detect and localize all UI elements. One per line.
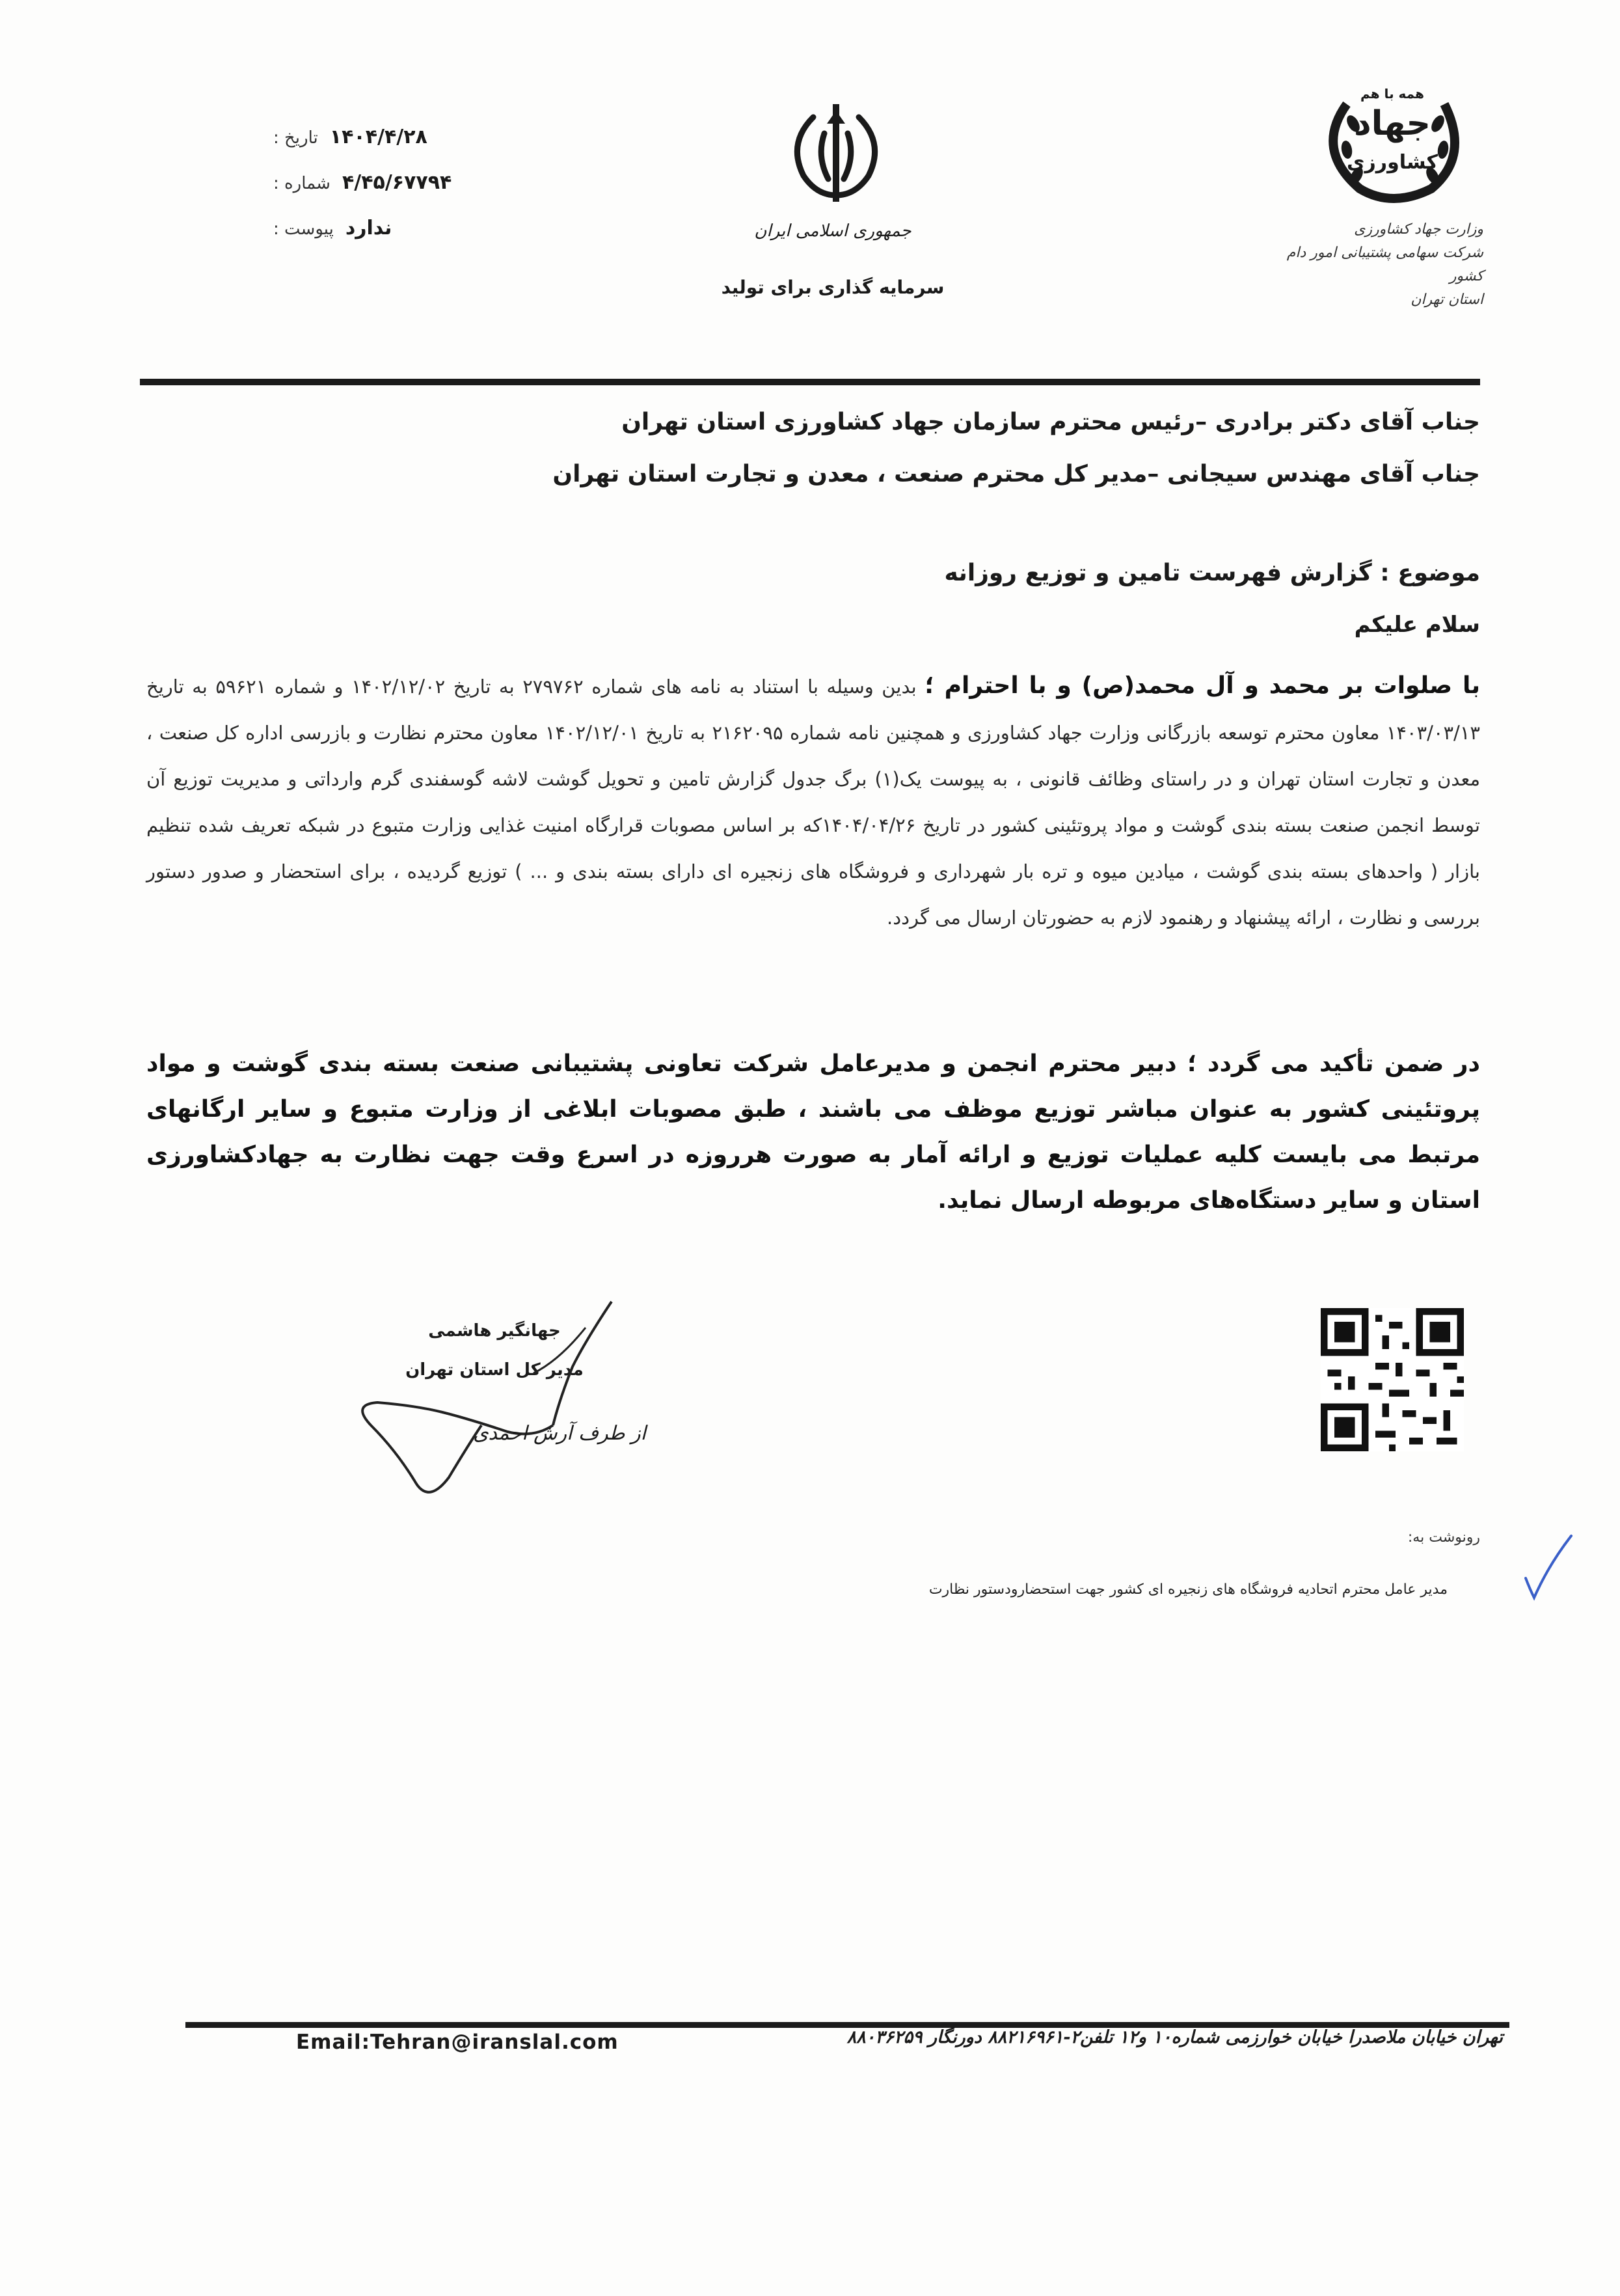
attachment-value: ندارد	[345, 217, 392, 239]
signer-title: مدیر کل استان تهران	[405, 1360, 584, 1380]
footer-address: تهران خیابان ملاصدرا خیابان خوارزمی شماره۱۰ و۱۲ تلفن۲-۸۸۲۱۶۹۶۱ دورنگار ۸۸۰۳۶۲۵۹	[846, 2027, 1503, 2047]
subject-line: موضوع : گزارش فهرست تامین و توزیع روزانه	[944, 560, 1480, 586]
qr-code-icon[interactable]	[1321, 1308, 1464, 1451]
greeting: سلام علیکم	[1354, 612, 1480, 638]
footer-email[interactable]: Email:Tehran@iranslal.com	[296, 2030, 619, 2054]
checkmark-icon	[1522, 1533, 1574, 1604]
org-line-ministry: وزارت جهاد کشاورزی	[1354, 221, 1483, 238]
header-divider	[140, 379, 1480, 385]
national-emblem-icon	[777, 98, 895, 221]
emblem-caption: جمهوری اسلامی ایران	[754, 221, 911, 241]
org-line-province: استان تهران	[1411, 292, 1483, 308]
organization-lines	[1269, 218, 1483, 312]
date-row	[273, 126, 533, 148]
addressee-1: جناب آقای دکتر برادری –رئیس محترم سازمان جهاد کشاورزی استان تهران	[621, 409, 1480, 435]
addressee-2: جناب آقای مهندس سیجانی –مدیر کل محترم صنعت ، معدن و تجارت استان تهران	[552, 461, 1480, 487]
number-row	[273, 171, 533, 194]
logo-top-text: همه با هم	[1360, 86, 1424, 102]
motto: سرمایه گذاری برای تولید	[721, 277, 945, 298]
logo-main-text: جهاد	[1353, 104, 1431, 143]
signature-handwritten-note: از طرف آرش احمدی	[473, 1422, 646, 1445]
cc-title: رونوشت به:	[1407, 1529, 1480, 1546]
body-opening: با صلوات بر محمد و آل محمد(ص) و با احترام ؛	[925, 672, 1480, 699]
attachment-row	[273, 217, 533, 239]
body-text: بدین وسیله با استناد به نامه های شماره ۲۷۹۷۶۲ به تاریخ ۱۴۰۲/۱۲/۰۲ و شماره ۵۹۶۲۱ به تاریخ ۱۴۰۳/۰۳/۱۳ معاون محترم توسعه بازرگانی وزارت جهاد کشاورزی و همچنین نامه شماره ۲۱۶۲۰۹۵ به تاریخ ۱۴۰۲/۱۲/۰۱ معاون محترم نظارت و بازرسی اداره کل صنعت ، معدن و تجارت استان تهران و در راستای وظائف قانونی ، به پیوست یک(۱) برگ جدول گزارش تامین و تحویل گوشت لاشه گوسفندی گرم وارداتی و مدیریت توزیع آن توسط انجمن صنعت بسته بندی گوشت و مواد پروتئینی کشور در تاریخ ۱۴۰۴/۰۴/۲۶که بر اساس مصوبات قرارگاه امنیت غذایی وزارت متبوع در شبکه تعریف شده تنظیم بازار ( واحدهای بسته بندی گوشت ، میادین میوه و تره بار شهرداری و فروشگاه های زنجیره ای دارای بسته بندی و ... ) توزیع گردیده ، برای استحضار و صدور دستور بررسی و نظارت ، ارائه پیشنهاد و رهنمود لازم به حضورتان ارسال می گردد.	[146, 676, 1480, 929]
body-paragraph	[146, 663, 1480, 941]
number-label: شماره :	[273, 174, 331, 193]
date-value: ۱۴۰۴/۴/۲۸	[329, 126, 427, 148]
date-label: تاریخ :	[273, 128, 318, 148]
number-value: ۴/۴۵/۶۷۷۹۴	[342, 171, 452, 194]
attachment-label: پیوست :	[273, 219, 334, 239]
emphasis-paragraph: در ضمن تأکید می گردد ؛ دبیر محترم انجمن و مدیرعامل شرکت تعاونی پشتیبانی صنعت بسته بندی گوشت و مواد پروتئینی کشور به عنوان مباشر توزیع موظف می باشند ، طبق مصوبات ابلاغی از وزارت متبوع و سایر ارگانهای مرتبط می بایست کلیه عملیات توزیع و ارائه آمار به صورت هرروزه در اسرع وقت جهت نظارت به جهادکشاورزی استان و سایر دستگاه‌های مربوطه ارسال نماید.	[146, 1050, 1480, 1214]
ministry-logo	[1308, 78, 1477, 208]
logo-sub-text: کشاورزی	[1347, 151, 1438, 174]
signer-name: جهانگیر هاشمی	[428, 1321, 561, 1341]
cc-item: مدیر عامل محترم اتحادیه فروشگاه های زنجیره ای کشور جهت استحضارودستور نظارت	[928, 1581, 1448, 1598]
signature-scribble	[338, 1289, 677, 1510]
org-line-company: شرکت سهامی پشتیبانی امور دام کشور	[1286, 245, 1483, 284]
